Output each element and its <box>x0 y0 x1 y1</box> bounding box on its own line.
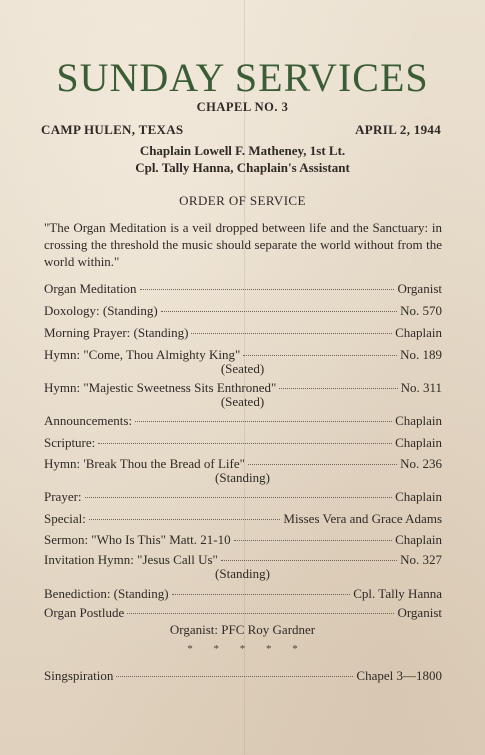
service-item <box>44 511 442 529</box>
item-label: Singspiration <box>44 668 114 683</box>
leader-dots <box>191 333 392 334</box>
leader-dots <box>89 519 281 520</box>
star-divider: * * * * * <box>187 643 298 655</box>
camp-location: CAMP HULEN, TEXAS <box>41 122 184 137</box>
item-label: Prayer: <box>44 489 82 504</box>
meditation-quote: "The Organ Meditation is a veil dropped between life and the Sanctuary: in crossing the threshold the music should separate the world without from the world within." <box>44 220 442 269</box>
service-item <box>44 303 442 321</box>
item-value: No. 570 <box>400 303 442 318</box>
item-label: Hymn: 'Break Thou the Bread of Life" <box>44 456 245 471</box>
item-label: Organ Postlude <box>44 605 125 620</box>
item-value: Chapel 3—1800 <box>356 668 442 683</box>
leader-dots <box>161 311 397 312</box>
leader-dots <box>234 540 392 541</box>
service-item <box>44 413 442 431</box>
organist-credit: Organist: PFC Roy Gardner <box>169 622 316 637</box>
page-title: SUNDAY SERVICES <box>56 55 429 100</box>
item-value: Organist <box>397 605 442 620</box>
item-value: Chaplain <box>395 489 442 504</box>
item-label: Scripture: <box>44 435 96 450</box>
leader-dots <box>135 421 392 422</box>
leader-dots <box>221 560 397 561</box>
service-item <box>44 325 442 343</box>
item-value: Chaplain <box>395 325 442 340</box>
item-label: Doxology: (Standing) <box>44 303 158 318</box>
leader-dots <box>127 613 394 614</box>
item-value: No. 189 <box>400 347 442 362</box>
assistant-name: Cpl. Tally Hanna, Chaplain's Assistant <box>135 160 350 175</box>
item-value: Chaplain <box>395 413 442 428</box>
leader-dots <box>140 289 395 290</box>
service-item <box>44 605 442 623</box>
item-label: Benediction: (Standing) <box>44 586 169 601</box>
item-label: Special: <box>44 511 86 526</box>
item-value: Chaplain <box>395 532 442 547</box>
item-value: Cpl. Tally Hanna <box>353 586 442 601</box>
leader-dots <box>172 594 351 595</box>
leader-dots <box>248 464 397 465</box>
service-item <box>44 281 442 299</box>
item-label: Invitation Hymn: "Jesus Call Us" <box>44 552 218 567</box>
order-heading: ORDER OF SERVICE <box>179 193 306 208</box>
item-label: Hymn: "Come, Thou Almighty King" <box>44 347 241 362</box>
chapel-number: CHAPEL NO. 3 <box>196 100 289 114</box>
item-value: No. 327 <box>400 552 442 567</box>
item-posture: (Standing) <box>215 470 270 485</box>
item-value: Chaplain <box>395 435 442 450</box>
leader-dots <box>85 497 393 498</box>
item-label: Sermon: "Who Is This" Matt. 21-10 <box>44 532 231 547</box>
chaplain-name: Chaplain Lowell F. Matheney, 1st Lt. <box>139 143 346 158</box>
item-label: Morning Prayer: (Standing) <box>44 325 189 340</box>
service-item <box>44 532 442 550</box>
leader-dots <box>279 388 397 389</box>
item-label: Organ Meditation <box>44 281 137 296</box>
item-label: Announcements: <box>44 413 133 428</box>
item-value: Misses Vera and Grace Adams <box>283 511 442 526</box>
service-date: APRIL 2, 1944 <box>355 122 441 137</box>
item-posture: (Seated) <box>220 361 265 376</box>
item-value: No. 311 <box>400 380 442 395</box>
leader-dots <box>243 355 397 356</box>
item-posture: (Seated) <box>220 394 265 409</box>
leader-dots <box>116 676 353 677</box>
item-label: Hymn: "Majestic Sweetness Sits Enthroned" <box>44 380 277 395</box>
service-item <box>44 435 442 453</box>
service-item <box>44 489 442 507</box>
singspiration-row <box>44 668 442 686</box>
item-value: Organist <box>397 281 442 296</box>
service-item <box>44 586 442 604</box>
item-posture: (Standing) <box>215 566 270 581</box>
leader-dots <box>98 443 392 444</box>
item-value: No. 236 <box>400 456 442 471</box>
